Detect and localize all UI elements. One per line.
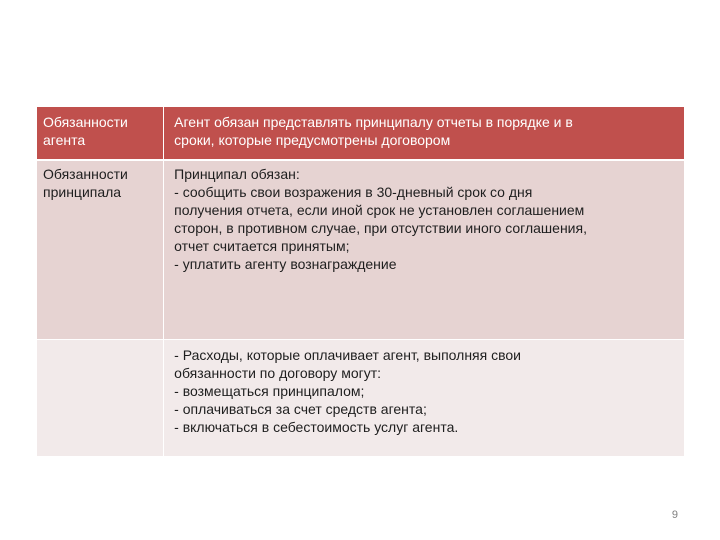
row-label-line: Обязанности xyxy=(43,114,128,130)
row-content-line: сторон, в противном случае, при отсутствии иного соглашения, xyxy=(174,220,587,236)
row-content-line: - включаться в себестоимость услуг агента. xyxy=(174,419,459,435)
row-content-line: - сообщить свои возражения в 30-дневный срок со дня xyxy=(174,184,533,200)
table-row-agent-duties xyxy=(37,107,685,161)
row-content-line: - оплачиваться за счет средств агента; xyxy=(174,401,427,417)
table-row-expenses xyxy=(37,340,685,457)
row-label-cell xyxy=(37,160,164,340)
row-content-line: сроки, которые предусмотрены договором xyxy=(174,132,451,148)
row-content-line: - Расходы, которые оплачивает агент, выполняя свои xyxy=(174,347,521,363)
page-number: 9 xyxy=(671,509,678,521)
row-content-line: - уплатить агенту вознаграждение xyxy=(174,256,397,272)
row-content-cell xyxy=(164,107,685,161)
table-row-principal-duties xyxy=(37,160,685,340)
row-content-cell xyxy=(164,340,685,457)
row-label-line: агента xyxy=(43,132,86,148)
row-content-line: получения отчета, если иной срок не установлен соглашением xyxy=(174,202,585,218)
row-content-line: Принципал обязан: xyxy=(174,166,300,182)
row-content-line: Агент обязан представлять принципалу отчеты в порядке и в xyxy=(174,114,573,130)
row-label-cell-empty xyxy=(37,340,164,457)
row-content-line: обязанности по договору могут: xyxy=(174,365,382,381)
row-label-cell xyxy=(37,107,164,161)
row-label-line: Обязанности xyxy=(43,166,128,182)
row-label-line: принципала xyxy=(43,184,122,200)
row-content-line: - возмещаться принципалом; xyxy=(174,383,365,399)
row-content-line: отчет считается принятым; xyxy=(174,238,350,254)
row-content-cell xyxy=(164,160,685,340)
duties-table xyxy=(36,106,685,457)
